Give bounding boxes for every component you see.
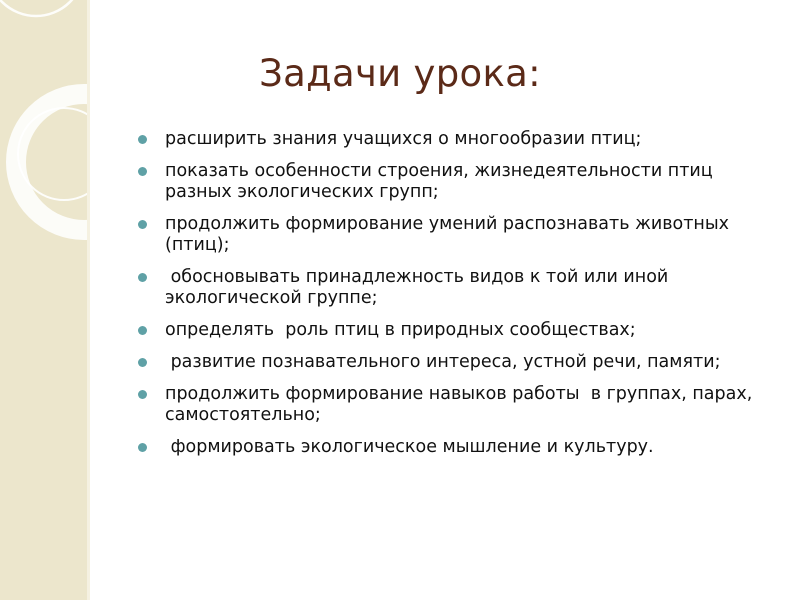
- decorative-circles: [0, 0, 87, 600]
- bullet-dot-icon: [138, 358, 147, 367]
- list-item-text: формировать экологическое мышление и культуру.: [165, 437, 654, 457]
- list-item-text: расширить знания учащихся о многообразии птиц;: [165, 129, 642, 149]
- decorative-side-band: [0, 0, 87, 600]
- slide-title: Задачи урока:: [259, 52, 541, 95]
- bullet-dot-icon: [138, 167, 147, 176]
- list-item: [138, 267, 778, 309]
- list-item-text: развитие познавательного интереса, устной речи, памяти;: [165, 352, 721, 372]
- list-item: [138, 129, 778, 150]
- list-item: [138, 161, 778, 203]
- list-item: [138, 437, 778, 458]
- list-item-text: продолжить формирование умений распознавать животных (птиц);: [165, 214, 735, 255]
- bullet-dot-icon: [138, 390, 147, 399]
- bullet-dot-icon: [138, 326, 147, 335]
- list-item: [138, 320, 778, 341]
- list-item-text: продолжить формирование навыков работы в группах, парах, самостоятельно;: [165, 384, 758, 425]
- list-item: [138, 352, 778, 373]
- list-item: [138, 384, 778, 426]
- list-item-text: обосновывать принадлежность видов к той или иной экологической группе;: [165, 267, 674, 308]
- decorative-circle-top: [0, 0, 84, 16]
- decorative-circle-thick: [16, 94, 87, 230]
- list-item-text: показать особенности строения, жизнедеятельности птиц разных экологических групп;: [165, 161, 719, 202]
- list-item-text: определять роль птиц в природных сообществах;: [165, 320, 636, 340]
- bullet-dot-icon: [138, 273, 147, 282]
- list-item: [138, 214, 778, 256]
- bullet-dot-icon: [138, 135, 147, 144]
- bullet-dot-icon: [138, 443, 147, 452]
- task-list: [138, 129, 778, 469]
- bullet-dot-icon: [138, 220, 147, 229]
